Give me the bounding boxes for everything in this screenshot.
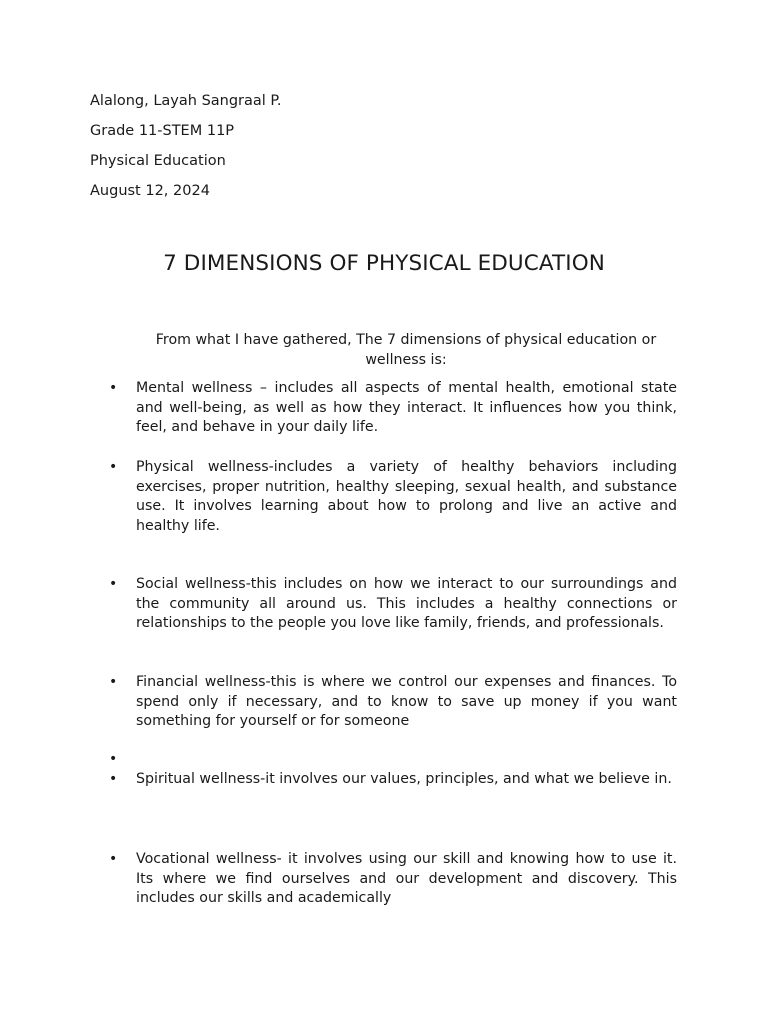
bullet-icon: • [109,576,118,592]
grade-section: Grade 11-STEM 11P [90,123,235,139]
list-item-text: Physical wellness-includes a variety of healthy behaviors including exercises, proper nutrition, healthy sleeping, sexual health, and substance use. It involves learning about how to prolong and live an active and healthy life. [136,459,677,534]
header-block [90,91,282,211]
list-item-text: Financial wellness-this is where we control our expenses and finances. To spend only if necessary, and to know to save up money if you want something for yourself or for someone [136,674,677,730]
date: August 12, 2024 [90,183,210,199]
subject: Physical Education [90,153,226,169]
bullet-icon: • [109,459,118,475]
bullet-icon: • [109,674,118,690]
list-item [109,673,677,732]
bullet-icon: • [109,751,118,767]
document-title: 7 DIMENSIONS OF PHYSICAL EDUCATION [163,251,605,276]
student-name: Alalong, Layah Sangraal P. [90,93,282,109]
intro-paragraph: From what I have gathered, The 7 dimensions of physical education or wellness is: [155,332,657,368]
list-item [109,850,677,909]
bullet-icon: • [109,380,118,396]
list-item [109,770,677,790]
list-item-text: Mental wellness – includes all aspects of mental health, emotional state and well-being, as well as how they interact. It influences how you think, feel, and behave in your daily life. [136,380,677,436]
bullet-icon: • [109,771,118,787]
list-item [109,458,677,536]
list-item [109,575,677,634]
bullet-icon: • [109,851,118,867]
list-item-text: Vocational wellness- it involves using our skill and knowing how to use it. Its where we find ourselves and our development and discovery. This includes our skills and academically [136,851,677,907]
list-item-text: Social wellness-this includes on how we interact to our surroundings and the community all around us. This includes a healthy connections or relationships to the people you love like family, friends, and professionals. [136,576,677,632]
list-item [109,379,677,438]
list-item-text: Spiritual wellness-it involves our values, principles, and what we believe in. [136,771,672,787]
